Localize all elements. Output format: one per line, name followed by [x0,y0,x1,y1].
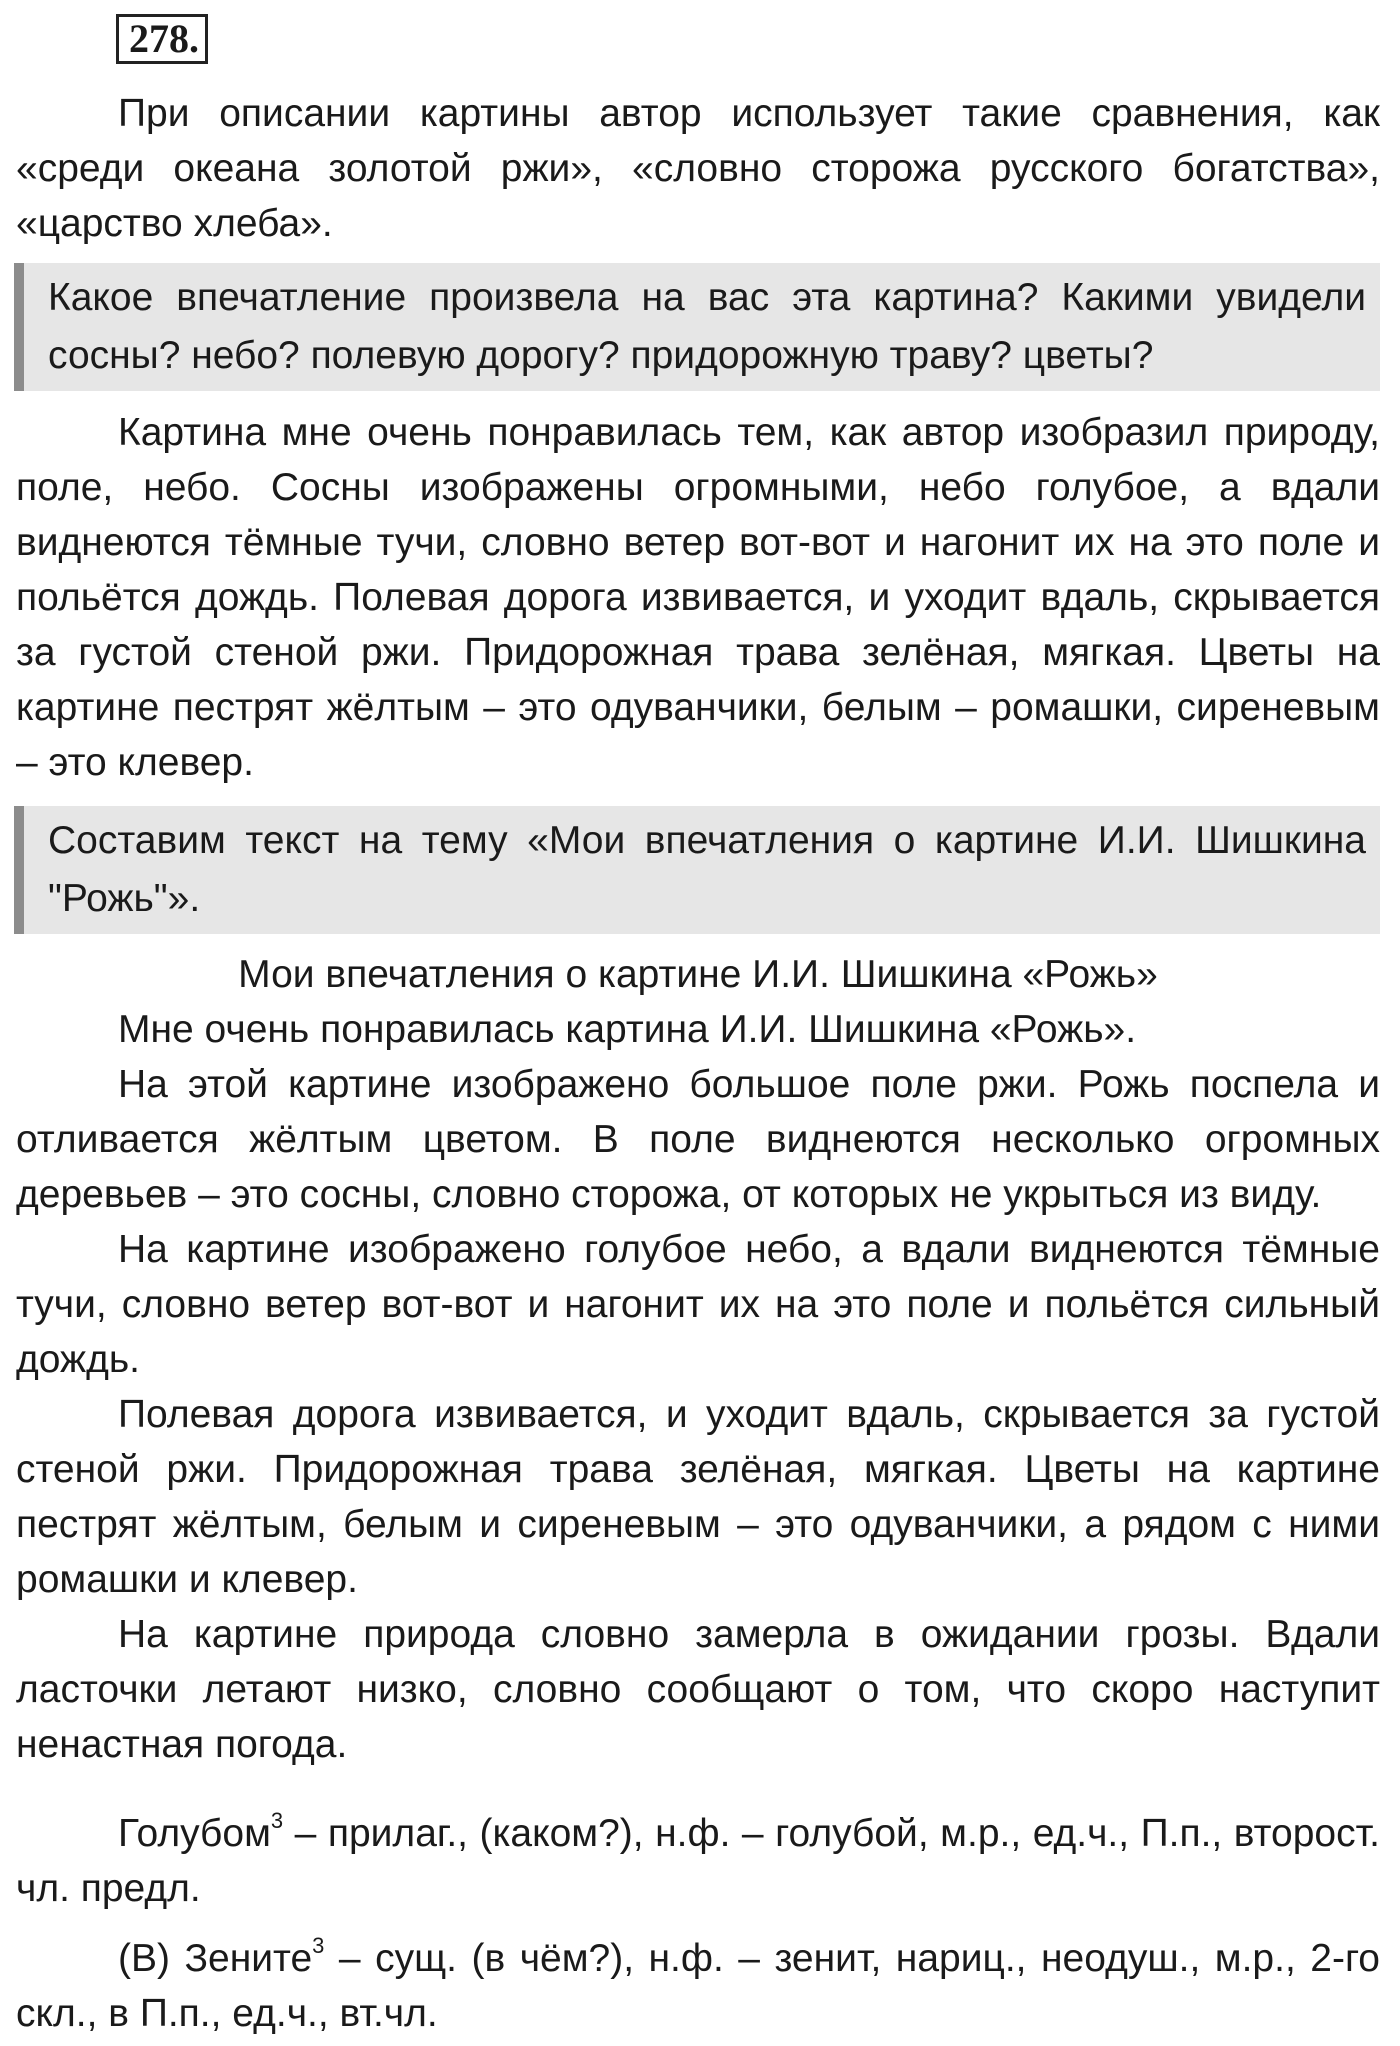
question-box-2 [14,806,1380,934]
parse-1-rest: – прилаг., (каком?), н.ф. – голубой, м.р., ед.ч., П.п., второст. чл. предл. [16,1812,1380,1910]
answer-1-paragraph: Картина мне очень понравилась тем, как автор изобразил природу, поле, небо. Сосны изображены огромными, небо голубое, а вдали виднеются тёмные тучи, словно ветер вот-вот и нагонит их на это поле и польётся дождь. Полевая дорога извивается, и уходит вдаль, скрывается за густой стеной ржи. Придорожная трава зелёная, мягкая. Цветы на картине пестрят жёлтым – это одуванчики, белым – ромашки, сиреневым – это клевер. [16,411,1380,784]
word-parse-2 [16,1931,1380,2041]
essay-paragraph: Полевая дорога извивается, и уходит вдаль, скрывается за густой стеной ржи. Придорожная трава зелёная, мягкая. Цветы на картине пестрят жёлтым, белым и сиреневым – это одуванчики, а рядом с ними ромашки и клевер. [16,1393,1380,1601]
intro-paragraph: При описании картины автор использует такие сравнения, как «среди океана золотой ржи», «словно сторожа русского богатства», «царство хлеба». [16,92,1380,245]
parse-block-1 [16,1806,1380,1916]
essay-title: Мои впечатления о картине И.И. Шишкина «Рожь» [238,953,1158,996]
parse-2-rest: – сущ. (в чём?), н.ф. – зенит, нариц., неодуш., м.р., 2-го скл., в П.п., ед.ч., вт.чл. [16,1937,1381,2035]
essay-block [16,947,1380,1772]
question-box-1 [14,263,1380,391]
answer-block [16,405,1380,790]
essay-paragraph: На картине природа словно замерла в ожидании грозы. Вдали ласточки летают низко, словно сообщают о том, что скоро наступит ненастная погода. [16,1613,1380,1766]
essay-paragraph: На этой картине изображено большое поле ржи. Рожь поспела и отливается жёлтым цветом. В поле виднеются несколько огромных деревьев – это сосны, словно сторожа, от которых не укрыться из виду. [16,1063,1380,1216]
parse-block-2 [16,1931,1380,2041]
parse-2-prefix: (В) Зените [118,1937,313,1980]
question-2-text: Составим текст на тему «Мои впечатления о картине И.И. Шишкина "Рожь"». [48,819,1366,920]
exercise-number-dot: . [189,16,199,61]
intro-block [16,86,1380,251]
exercise-number-box [116,14,208,64]
parse-1-word: Голубом [118,1812,271,1855]
essay-paragraph: На картине изображено голубое небо, а вдали виднеются тёмные тучи, словно ветер вот-вот и нагонит их на это поле и польётся сильный дождь. [16,1228,1380,1381]
essay-paragraph: Мне очень понравилась картина И.И. Шишкина «Рожь». [118,1008,1137,1051]
parse-2-sup: 3 [312,1933,325,1958]
question-1-text: Какое впечатление произвела на вас эта картина? Какими увидели сосны? небо? полевую дорогу? придорожную траву? цветы? [48,276,1366,377]
exercise-number: 278 [129,16,189,61]
word-parse-1 [16,1806,1380,1916]
parse-1-sup: 3 [270,1808,284,1833]
